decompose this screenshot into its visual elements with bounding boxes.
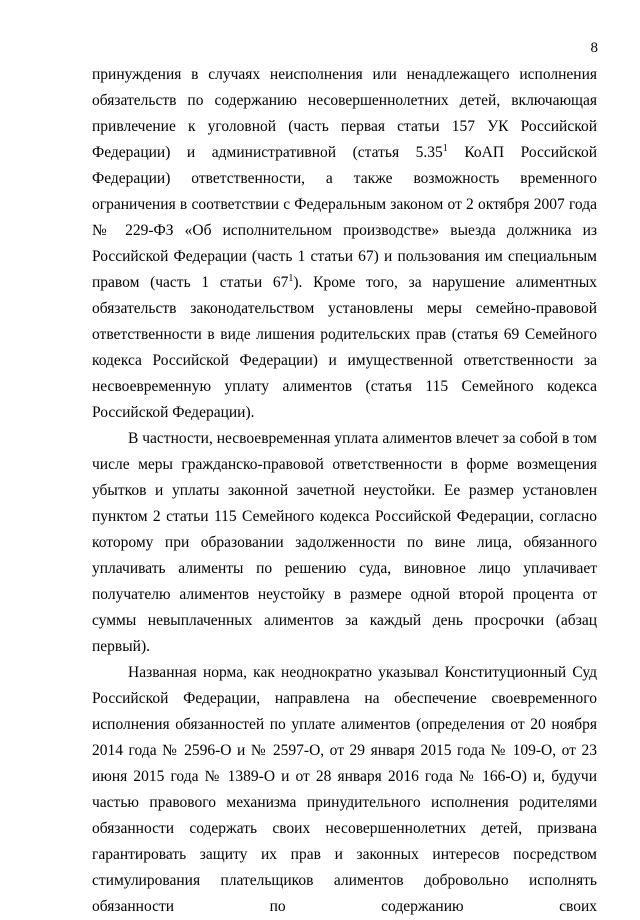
paragraph-1-text-c: ). Кроме того, за нарушение алиментных обязательств законодательством установлены меры семейно-правовой ответственности в виде лишения родительских прав (статья 69 Семейного кодекса Российской Федерации) и имущественной ответственности за несвоевременную уплату алиментов (статья 115 Семейного кодекса Российской Федерации). [92,274,597,421]
document-body [92,62,597,920]
paragraph-2 [92,426,597,660]
paragraph-2-text: В частности, несвоевременная уплата алиментов влечет за собой в том числе меры гражданско-правовой ответственности в форме возмещения убытков и уплаты законной зачетной неустойки. Ее размер установлен пунктом 2 статьи 115 Семейного кодекса Российской Федерации, согласно которому при образовании задолженности по вине лица, обязанного уплачивать алименты по решению суда, виновное лицо уплачивает получателю алиментов неустойку в размере одной второй процента от суммы невыплаченных алиментов за каждый день просрочки (абзац первый). [92,430,597,655]
paragraph-1-text-b: КоАП Российской Федерации) ответственности, а также возможность временного ограничения в соответствии с Федеральным законом от 2 октября 2007 года № 229-ФЗ «Об исполнительном производстве» выезда должника из Российской Федерации (часть 1 статьи 67) и пользования им специальным правом (часть 1 статьи 67 [92,144,597,291]
paragraph-1-text-a: принуждения в случаях неисполнения или ненадлежащего исполнения обязательств по содержанию несовершеннолетних детей, включающая привлечение к уголовной (часть первая статьи 157 УК Российской Федерации) и административной (статья 5.35 [92,66,597,161]
paragraph-3-text: Названная норма, как неоднократно указывал Конституционный Суд Российской Федерации, направлена на обеспечение своевременного исполнения обязанностей по уплате алиментов (определения от 20 ноября 2014 года № 2596-О и № 2597-О, от 29 января 2015 года № 109-О, от 23 июня 2015 года № 1389-О и от 28 января 2016 года № 166-О) и, будучи частью правового механизма принудительного исполнения родителями обязанности содержать своих несовершеннолетних детей, призвана гарантировать защиту их прав и законных интересов посредством стимулирования плательщиков алиментов добровольно исполнять обязанности по содержанию своих [92,664,597,915]
page-number: 8 [590,40,598,56]
paragraph-1 [92,62,597,426]
paragraph-3 [92,660,597,920]
superscript-marker: 1 [288,273,294,284]
superscript-marker: 1 [442,143,448,154]
